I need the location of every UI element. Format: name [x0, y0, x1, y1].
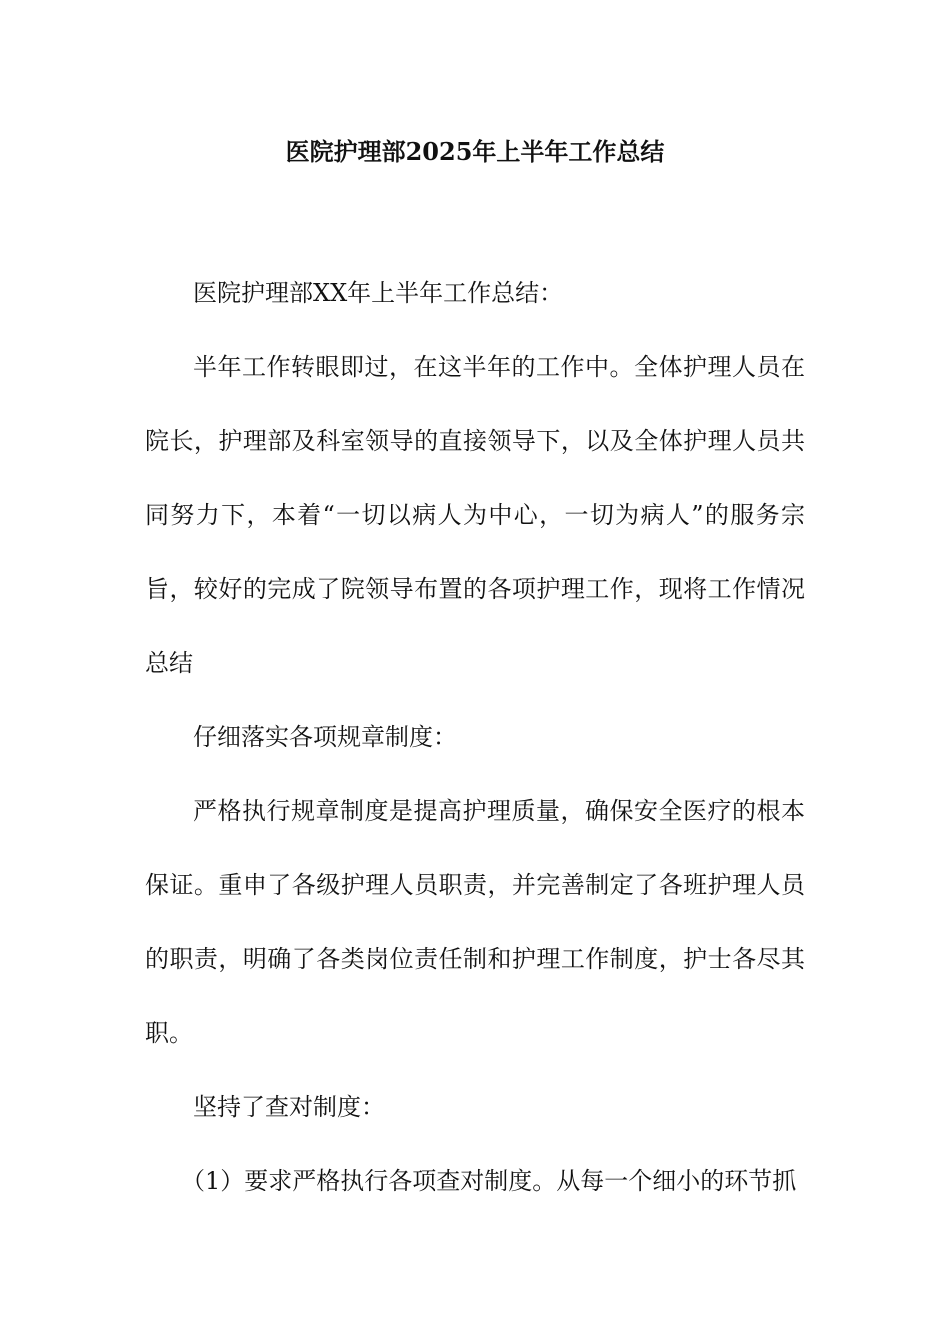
document-title: 医院护理部2025年上半年工作总结 [285, 137, 665, 166]
paragraph-item-1: （1）要求严格执行各项查对制度。从每一个细小的环节抓 [181, 1167, 797, 1195]
paragraph-heading-summary: 医院护理部XX年上半年工作总结： [193, 279, 564, 307]
paragraph-intro: 半年工作转眼即过，在这半年的工作中。全体护理人员在院长，护理部及科室领导的直接领导下，以及全体护理人员共同努力下，本着“一切以病人为中心，一切为病人”的服务宗旨，较好的完成了院领导布置的各项护理工作，现将工作情况总结 [145, 353, 805, 677]
paragraph-rules: 严格执行规章制度是提高护理质量，确保安全医疗的根本保证。重申了各级护理人员职责，并完善制定了各班护理人员的职责，明确了各类岗位责任制和护理工作制度，护士各尽其职。 [145, 797, 805, 1047]
paragraph-heading-rules: 仔细落实各项规章制度： [193, 723, 457, 751]
document-body [145, 256, 805, 1218]
paragraph-heading-check: 坚持了查对制度： [193, 1093, 385, 1121]
